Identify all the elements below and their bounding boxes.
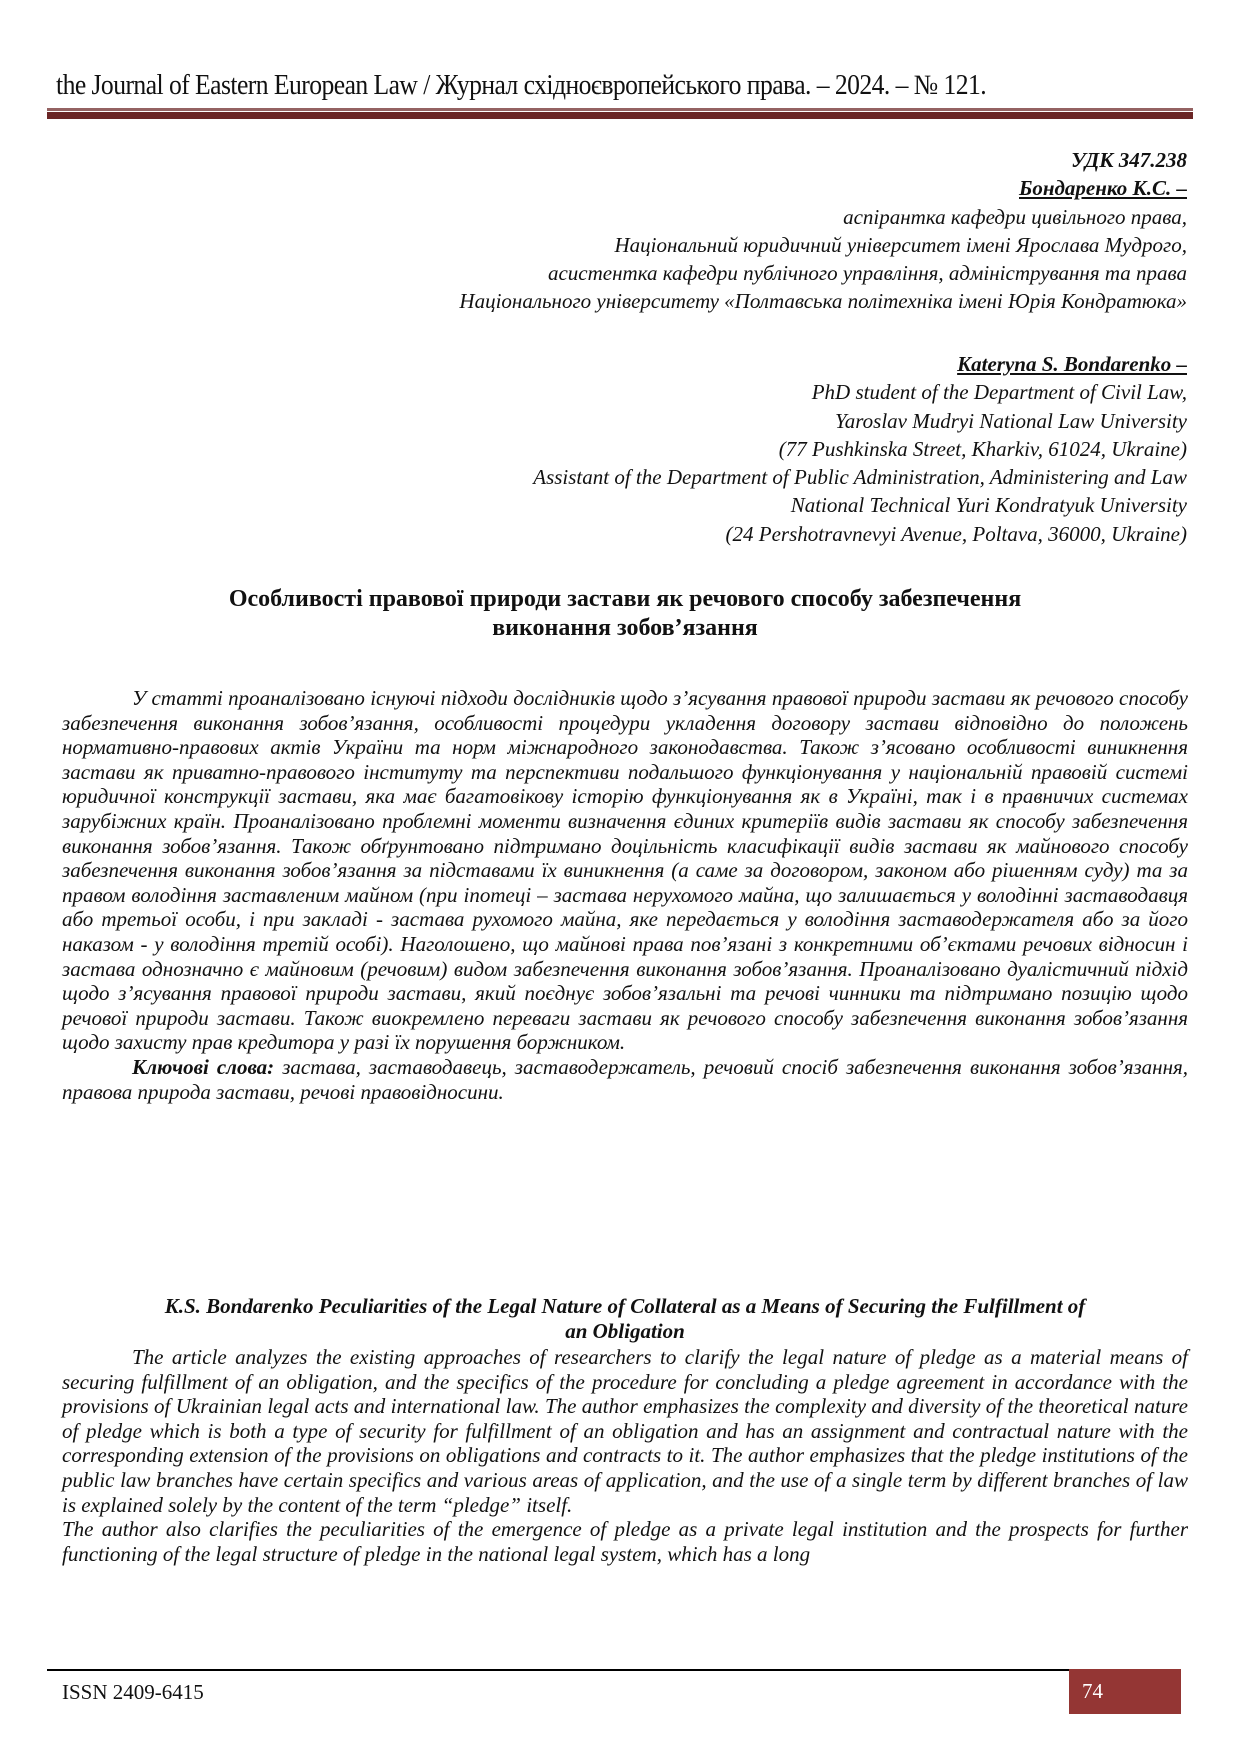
author-name-uk: Бондаренко К.С. – [1019,176,1187,201]
abstract-ukrainian [62,686,1188,1104]
title-line: K.S. Bondarenko Peculiarities of the Legal Nature of Collateral as a Means of Securing the Fulfillment of [164,1294,1086,1318]
footer-rule [47,1669,1069,1671]
page-number: 74 [1082,1679,1103,1703]
keywords-list: застава, заставодавець, заставодержатель, речовий спосіб забезпечення виконання зобов’язання, правова природа застави, речові правовідносини. [62,1054,1188,1104]
header-rule-thick [47,112,1193,119]
affiliation-line: (24 Pershotravnevyi Avenue, Poltava, 36000, Ukraine) [725,521,1187,546]
affiliation-line: PhD student of the Department of Civil Law, [811,380,1187,405]
title-line: виконання зобов’язання [492,615,758,641]
affiliation-line: Assistant of the Department of Public Administration, Administering and Law [533,465,1187,490]
title-line: an Obligation [565,1319,685,1343]
abstract-text-uk: У статті проаналізовано існуючі підходи дослідників щодо з’ясування правової природи застави як речового способу забезпечення виконання зобов’язання, особливості процедури укладення договору застави відповідно до положень нормативно-правових актів України та норм міжнародного законодавства. Також з’ясовано особливості виникнення застави як приватно-правового інституту та перспективи подальшого функціонування у національній правовій системі юридичної конструкції застави, яка має багатовікову історію функціонування як в Україні, так і в правничих системах зарубіжних країн. Проаналізовано проблемні моменти визначення єдиних критеріїв видів застави як способу забезпечення виконання зобов’язання. Також обґрунтовано підтримано доцільність класифікації видів застави як майнового способу забезпечення виконання зобов’язання за підставами їх виникнення (а саме за договором, законом або рішенням суду) та за правом володіння заставленим майном (при іпотеці – застава нерухомого майна, що залишається у володінні заставодавця або третьої особи, і при закладі - застава рухомого майна, яке передається у володіння заставодержателя або за його наказом - у володіння третій особі). Наголошено, що майнові права пов’язані з конкретними об’єктами речових відносин і застава однозначно є майновим (речовим) видом забезпечення виконання зобов’язання. Проаналізовано дуалістичний підхід щодо з’ясування правової природи застави, який поєднує зобов’язальні та речові чинники та підтримано позицію щодо речової природи застави. Також виокремлено переваги застави як речового способу забезпечення виконання зобов’язання щодо захисту прав кредитора у разі їх порушення боржником. [62,686,1188,1055]
title-line: Особливості правової природи застави як речового способу забезпечення [228,586,1022,612]
abstract-paragraph-2: The author also clarifies the peculiarities of the emergence of pledge as a private legal institution and the prospects for further functioning of the legal structure of pledge in the national legal system, which has a long [62,1517,1188,1566]
affiliation-line: Національного університету «Полтавська політехніка імені Юрія Кондратюка» [459,289,1187,314]
page-number-box [1069,1669,1181,1714]
byline-english [533,350,1187,548]
byline-ukrainian [459,146,1187,316]
author-name-en: Kateryna S. Bondarenko – [957,352,1187,376]
udk-code: УДК 347.238 [1071,148,1187,172]
affiliation-line: (77 Pushkinska Street, Kharkiv, 61024, Ukraine) [778,436,1187,461]
abstract-paragraph-1: The article analyzes the existing approaches of researchers to clarify the legal nature of pledge as a material means of securing fulfillment of an obligation, and the specifics of the procedure for concluding a pledge agreement in accordance with the provisions of Ukrainian legal acts and international law. The author emphasizes the complexity and diversity of the theoretical nature of pledge which is both a type of security for fulfillment of an obligation and has an assignment and contractual nature with the corresponding extension of the provisions on obligations and contracts to it. The author emphasizes that the pledge institutions of the public law branches have certain specifics and various areas of application, and the use of a single term by different branches of law is explained solely by the content of the term “pledge” itself. [62,1345,1188,1517]
issn-label: ISSN 2409-6415 [62,1680,204,1704]
affiliation-line: асистентка кафедри публічного управління, адміністрування та права [547,261,1187,286]
affiliation-line: аспірантка кафедри цивільного права, [843,204,1187,229]
running-header: the Journal of Eastern European Law / Журнал східноєвропейського права. – 2024. – № 121. [56,70,987,101]
article-title-uk [60,585,1190,643]
affiliation-line: Національний юридичний університет імені Ярослава Мудрого, [614,232,1187,257]
keywords-paragraph [62,1055,1188,1104]
abstract-english [62,1345,1188,1566]
affiliation-line: Yaroslav Mudryi National Law University [835,408,1187,433]
header-rule-thin [47,108,1193,111]
keywords-label: Ключові слова: [132,1054,275,1079]
affiliation-line: National Technical Yuri Kondratyuk University [790,493,1187,518]
article-title-en [60,1294,1190,1344]
